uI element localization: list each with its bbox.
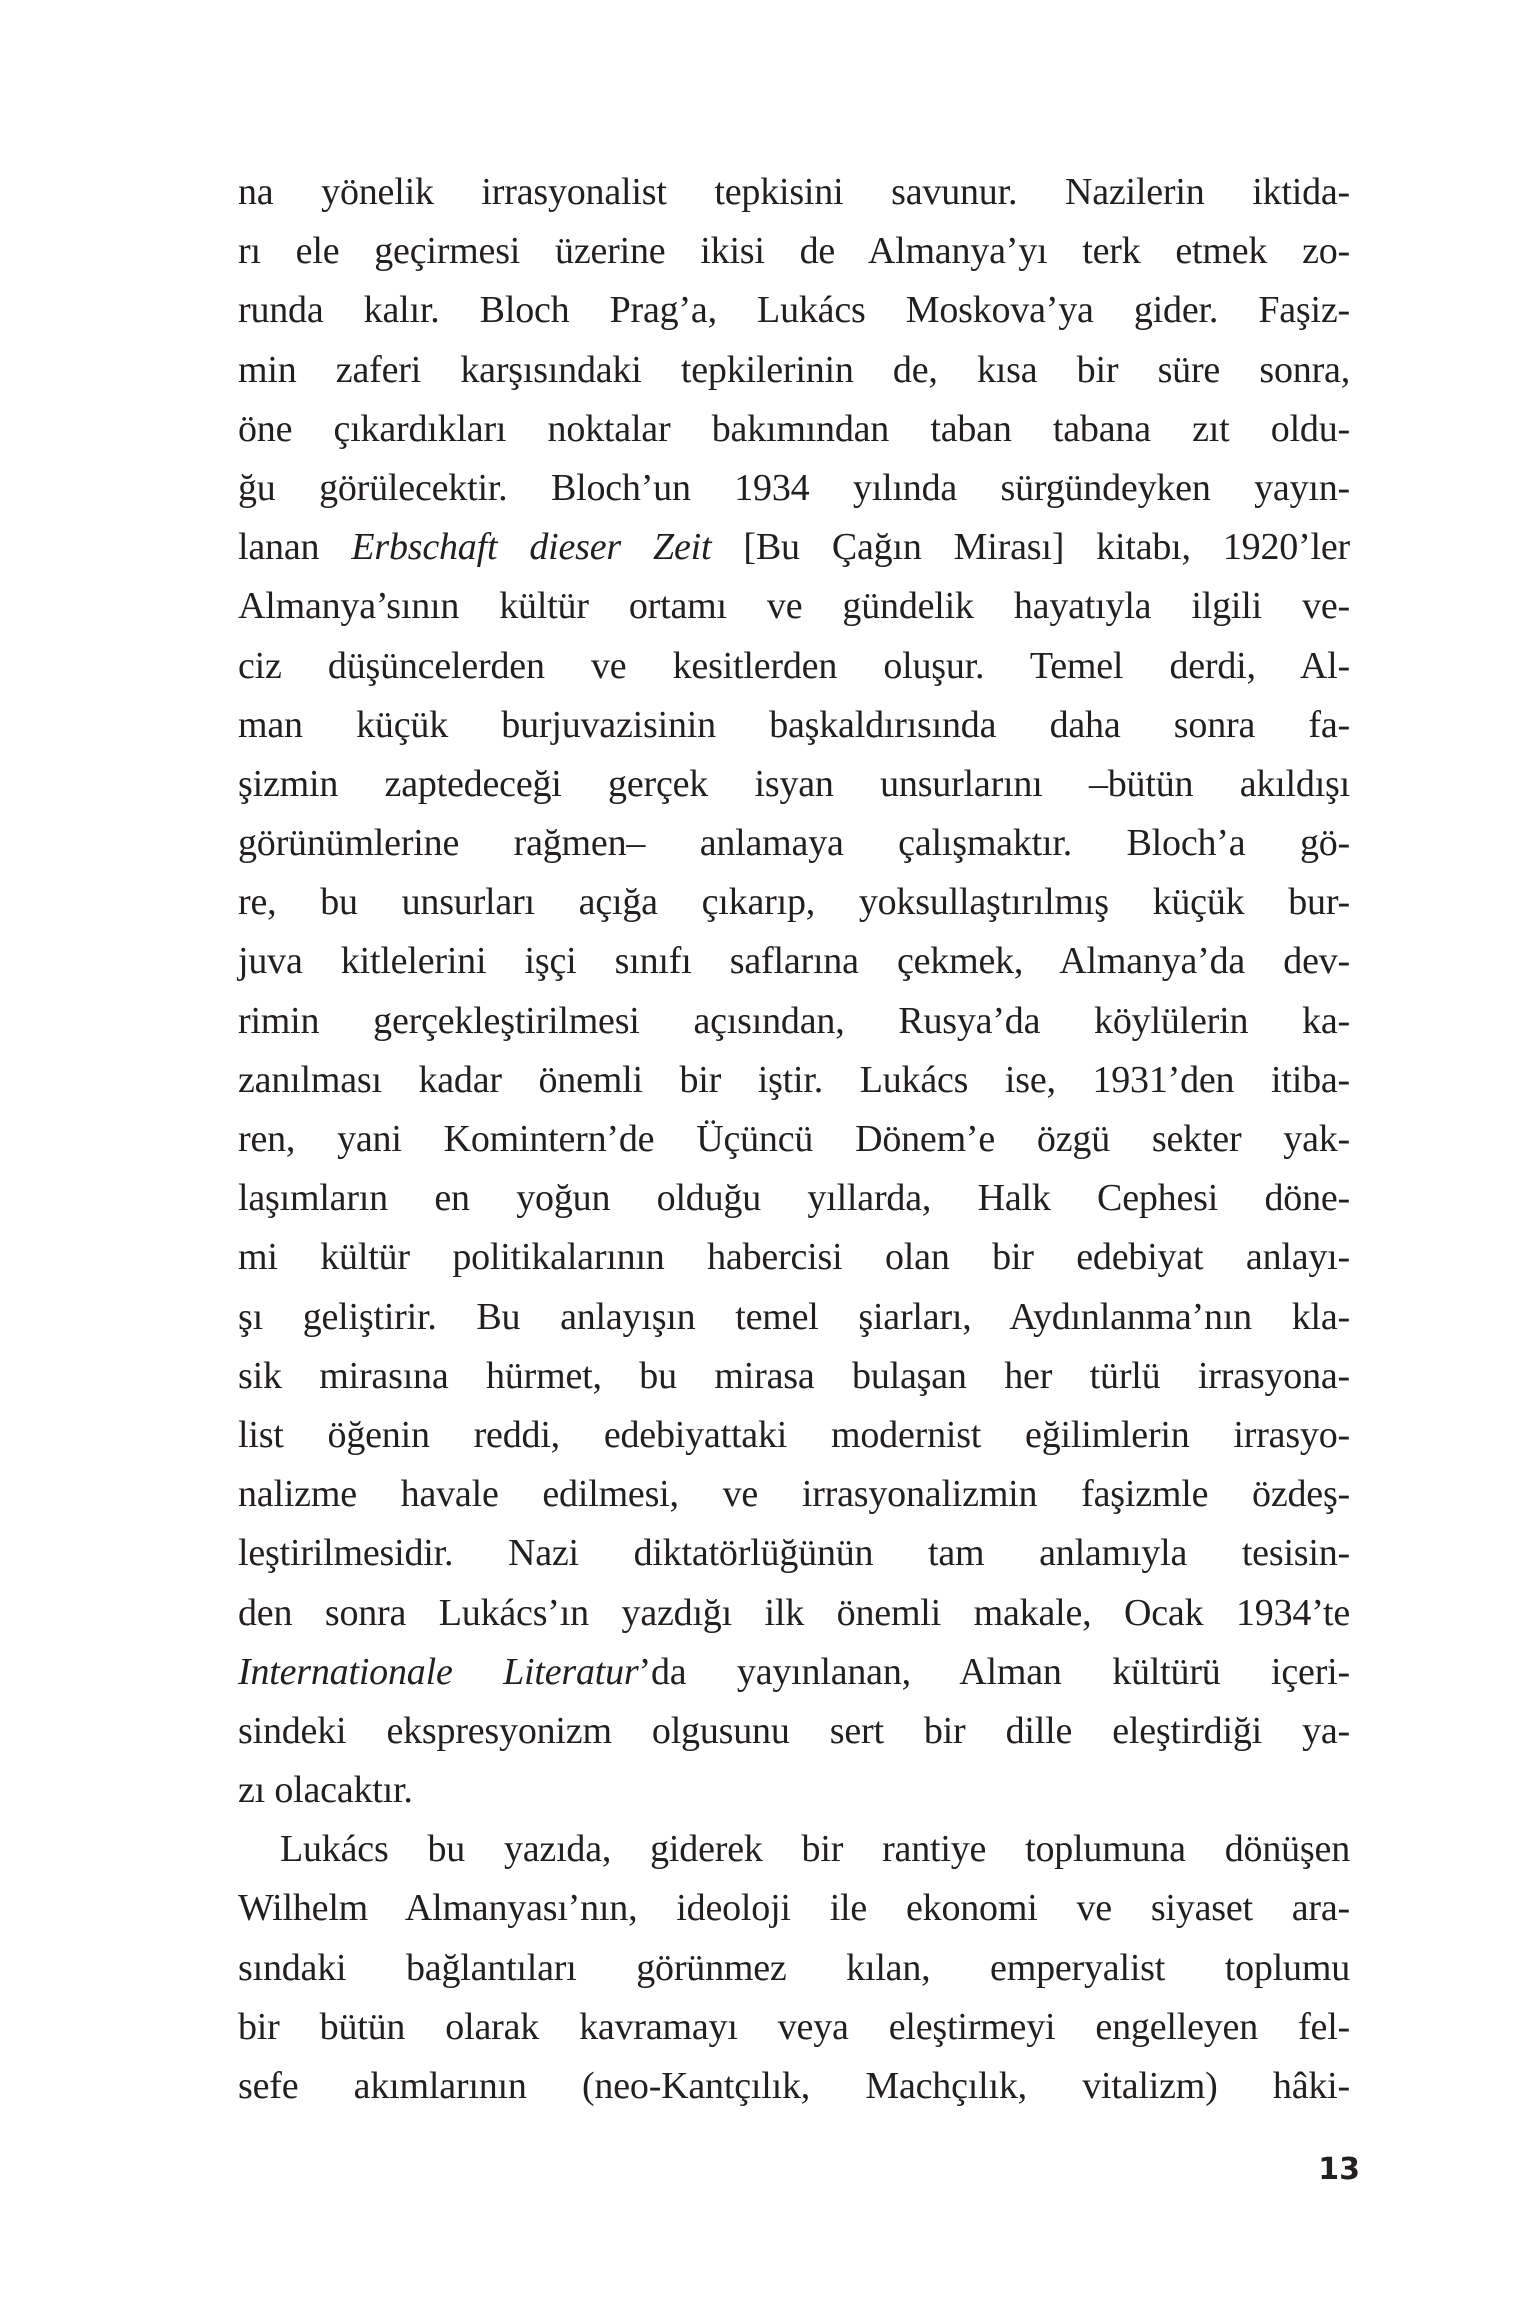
body-text	[238, 163, 1350, 2116]
text-line	[238, 281, 1350, 340]
text-segment: man küçük burjuvazisinin başkaldırısında daha sonra fa-	[238, 703, 1350, 746]
text-line	[238, 1879, 1350, 1938]
text-line	[238, 459, 1350, 518]
text-line	[238, 163, 1350, 222]
text-line	[238, 1820, 1350, 1879]
text-segment: Wilhelm Almanyası’nın, ideoloji ile ekonomi ve siyaset ara-	[238, 1887, 1350, 1930]
text-line	[238, 400, 1350, 459]
text-line	[238, 1761, 1350, 1820]
text-segment: rimin gerçekleştirilmesi açısından, Rusya’da köylülerin ka-	[238, 999, 1350, 1042]
text-segment: juva kitlelerini işçi sınıfı saflarına çekmek, Almanya’da dev-	[238, 940, 1350, 983]
text-line	[238, 1406, 1350, 1465]
text-line	[238, 755, 1350, 814]
text-segment: sindeki ekspresyonizm olgusunu sert bir dille eleştirdiği ya-	[238, 1709, 1350, 1752]
text-segment: ciz düşüncelerden ve kesitlerden oluşur. Temel derdi, Al-	[238, 644, 1350, 687]
text-line	[238, 1524, 1350, 1583]
text-line	[238, 992, 1350, 1051]
text-line	[238, 1347, 1350, 1406]
paragraph	[238, 1820, 1350, 2116]
text-segment: list öğenin reddi, edebiyattaki modernist eğilimlerin irrasyo-	[238, 1413, 1350, 1456]
text-line	[238, 2057, 1350, 2116]
text-line	[238, 1584, 1350, 1643]
text-segment: görünümlerine rağmen– anlamaya çalışmaktır. Bloch’a gö-	[238, 822, 1350, 865]
text-segment: şizmin zaptedeceği gerçek isyan unsurlarını –bütün akıldışı	[238, 762, 1350, 805]
italic-title: Erbschaft dieser Zeit	[351, 526, 712, 569]
text-segment: ’da yayınlanan, Alman kültürü içeri-	[638, 1650, 1350, 1693]
text-line	[238, 1288, 1350, 1347]
text-segment: bir bütün olarak kavramayı veya eleştirmeyi engelleyen fel-	[238, 2005, 1350, 2048]
text-segment: ren, yani Komintern’de Üçüncü Dönem’e özgü sekter yak-	[238, 1118, 1350, 1160]
text-segment: sındaki bağlantıları görünmez kılan, emperyalist toplumu	[238, 1946, 1350, 1989]
text-segment: leştirilmesidir. Nazi diktatörlüğünün tam anlamıyla tesisin-	[238, 1532, 1350, 1575]
text-segment: sik mirasına hürmet, bu mirasa bulaşan her türlü irrasyona-	[238, 1354, 1350, 1397]
text-segment: Lukács bu yazıda, giderek bir rantiye toplumuna dönüşen	[280, 1828, 1350, 1871]
text-line	[238, 341, 1350, 400]
text-segment: zı olacaktır.	[238, 1769, 413, 1812]
text-segment: ğu görülecektir. Bloch’un 1934 yılında sürgündeyken yayın-	[238, 466, 1350, 509]
text-segment: re, bu unsurları açığa çıkarıp, yoksullaştırılmış küçük bur-	[238, 881, 1350, 924]
text-line	[238, 932, 1350, 991]
text-line	[238, 1702, 1350, 1761]
text-segment: na yönelik irrasyonalist tepkisini savunur. Nazilerin iktida-	[238, 171, 1350, 213]
italic-title: Internationale Literatur	[238, 1650, 639, 1693]
text-line	[238, 1465, 1350, 1524]
text-line	[238, 518, 1350, 577]
text-segment: öne çıkardıkları noktalar bakımından taban tabana zıt oldu-	[238, 407, 1350, 450]
text-line	[238, 1939, 1350, 1998]
text-segment: laşımların en yoğun olduğu yıllarda, Halk Cephesi döne-	[238, 1177, 1350, 1220]
text-segment: nalizme havale edilmesi, ve irrasyonalizmin faşizmle özdeş-	[238, 1473, 1350, 1516]
text-line	[238, 1169, 1350, 1228]
text-line	[238, 696, 1350, 755]
text-line	[238, 1051, 1350, 1110]
text-segment: min zaferi karşısındaki tepkilerinin de, kısa bir süre sonra,	[238, 348, 1350, 391]
text-line	[238, 1228, 1350, 1287]
page-number: 13	[1318, 2152, 1360, 2187]
text-segment: mi kültür politikalarının habercisi olan bir edebiyat anlayı-	[238, 1236, 1350, 1279]
paragraph	[238, 163, 1350, 1820]
text-segment: [Bu Çağın Mirası] kitabı, 1920’ler	[711, 526, 1350, 569]
text-line	[238, 873, 1350, 932]
text-segment: den sonra Lukács’ın yazdığı ilk önemli makale, Ocak 1934’te	[238, 1591, 1350, 1634]
text-segment: Almanya’sının kültür ortamı ve gündelik hayatıyla ilgili ve-	[238, 585, 1350, 628]
text-line	[238, 577, 1350, 636]
text-line	[238, 637, 1350, 696]
text-segment: sefe akımlarının (neo-Kantçılık, Machçılık, vitalizm) hâki-	[238, 2065, 1350, 2107]
text-segment: şı geliştirir. Bu anlayışın temel şiarları, Aydınlanma’nın kla-	[238, 1295, 1350, 1338]
text-line	[238, 814, 1350, 873]
text-line	[238, 1110, 1350, 1169]
text-segment: lanan	[238, 526, 352, 569]
text-segment: rı ele geçirmesi üzerine ikisi de Almanya’yı terk etmek zo-	[238, 230, 1350, 273]
text-line	[238, 1998, 1350, 2057]
text-line	[238, 1643, 1350, 1702]
text-segment: zanılması kadar önemli bir iştir. Lukács ise, 1931’den itiba-	[238, 1058, 1350, 1101]
text-line	[238, 222, 1350, 281]
text-segment: runda kalır. Bloch Prag’a, Lukács Moskova’ya gider. Faşiz-	[238, 289, 1350, 332]
